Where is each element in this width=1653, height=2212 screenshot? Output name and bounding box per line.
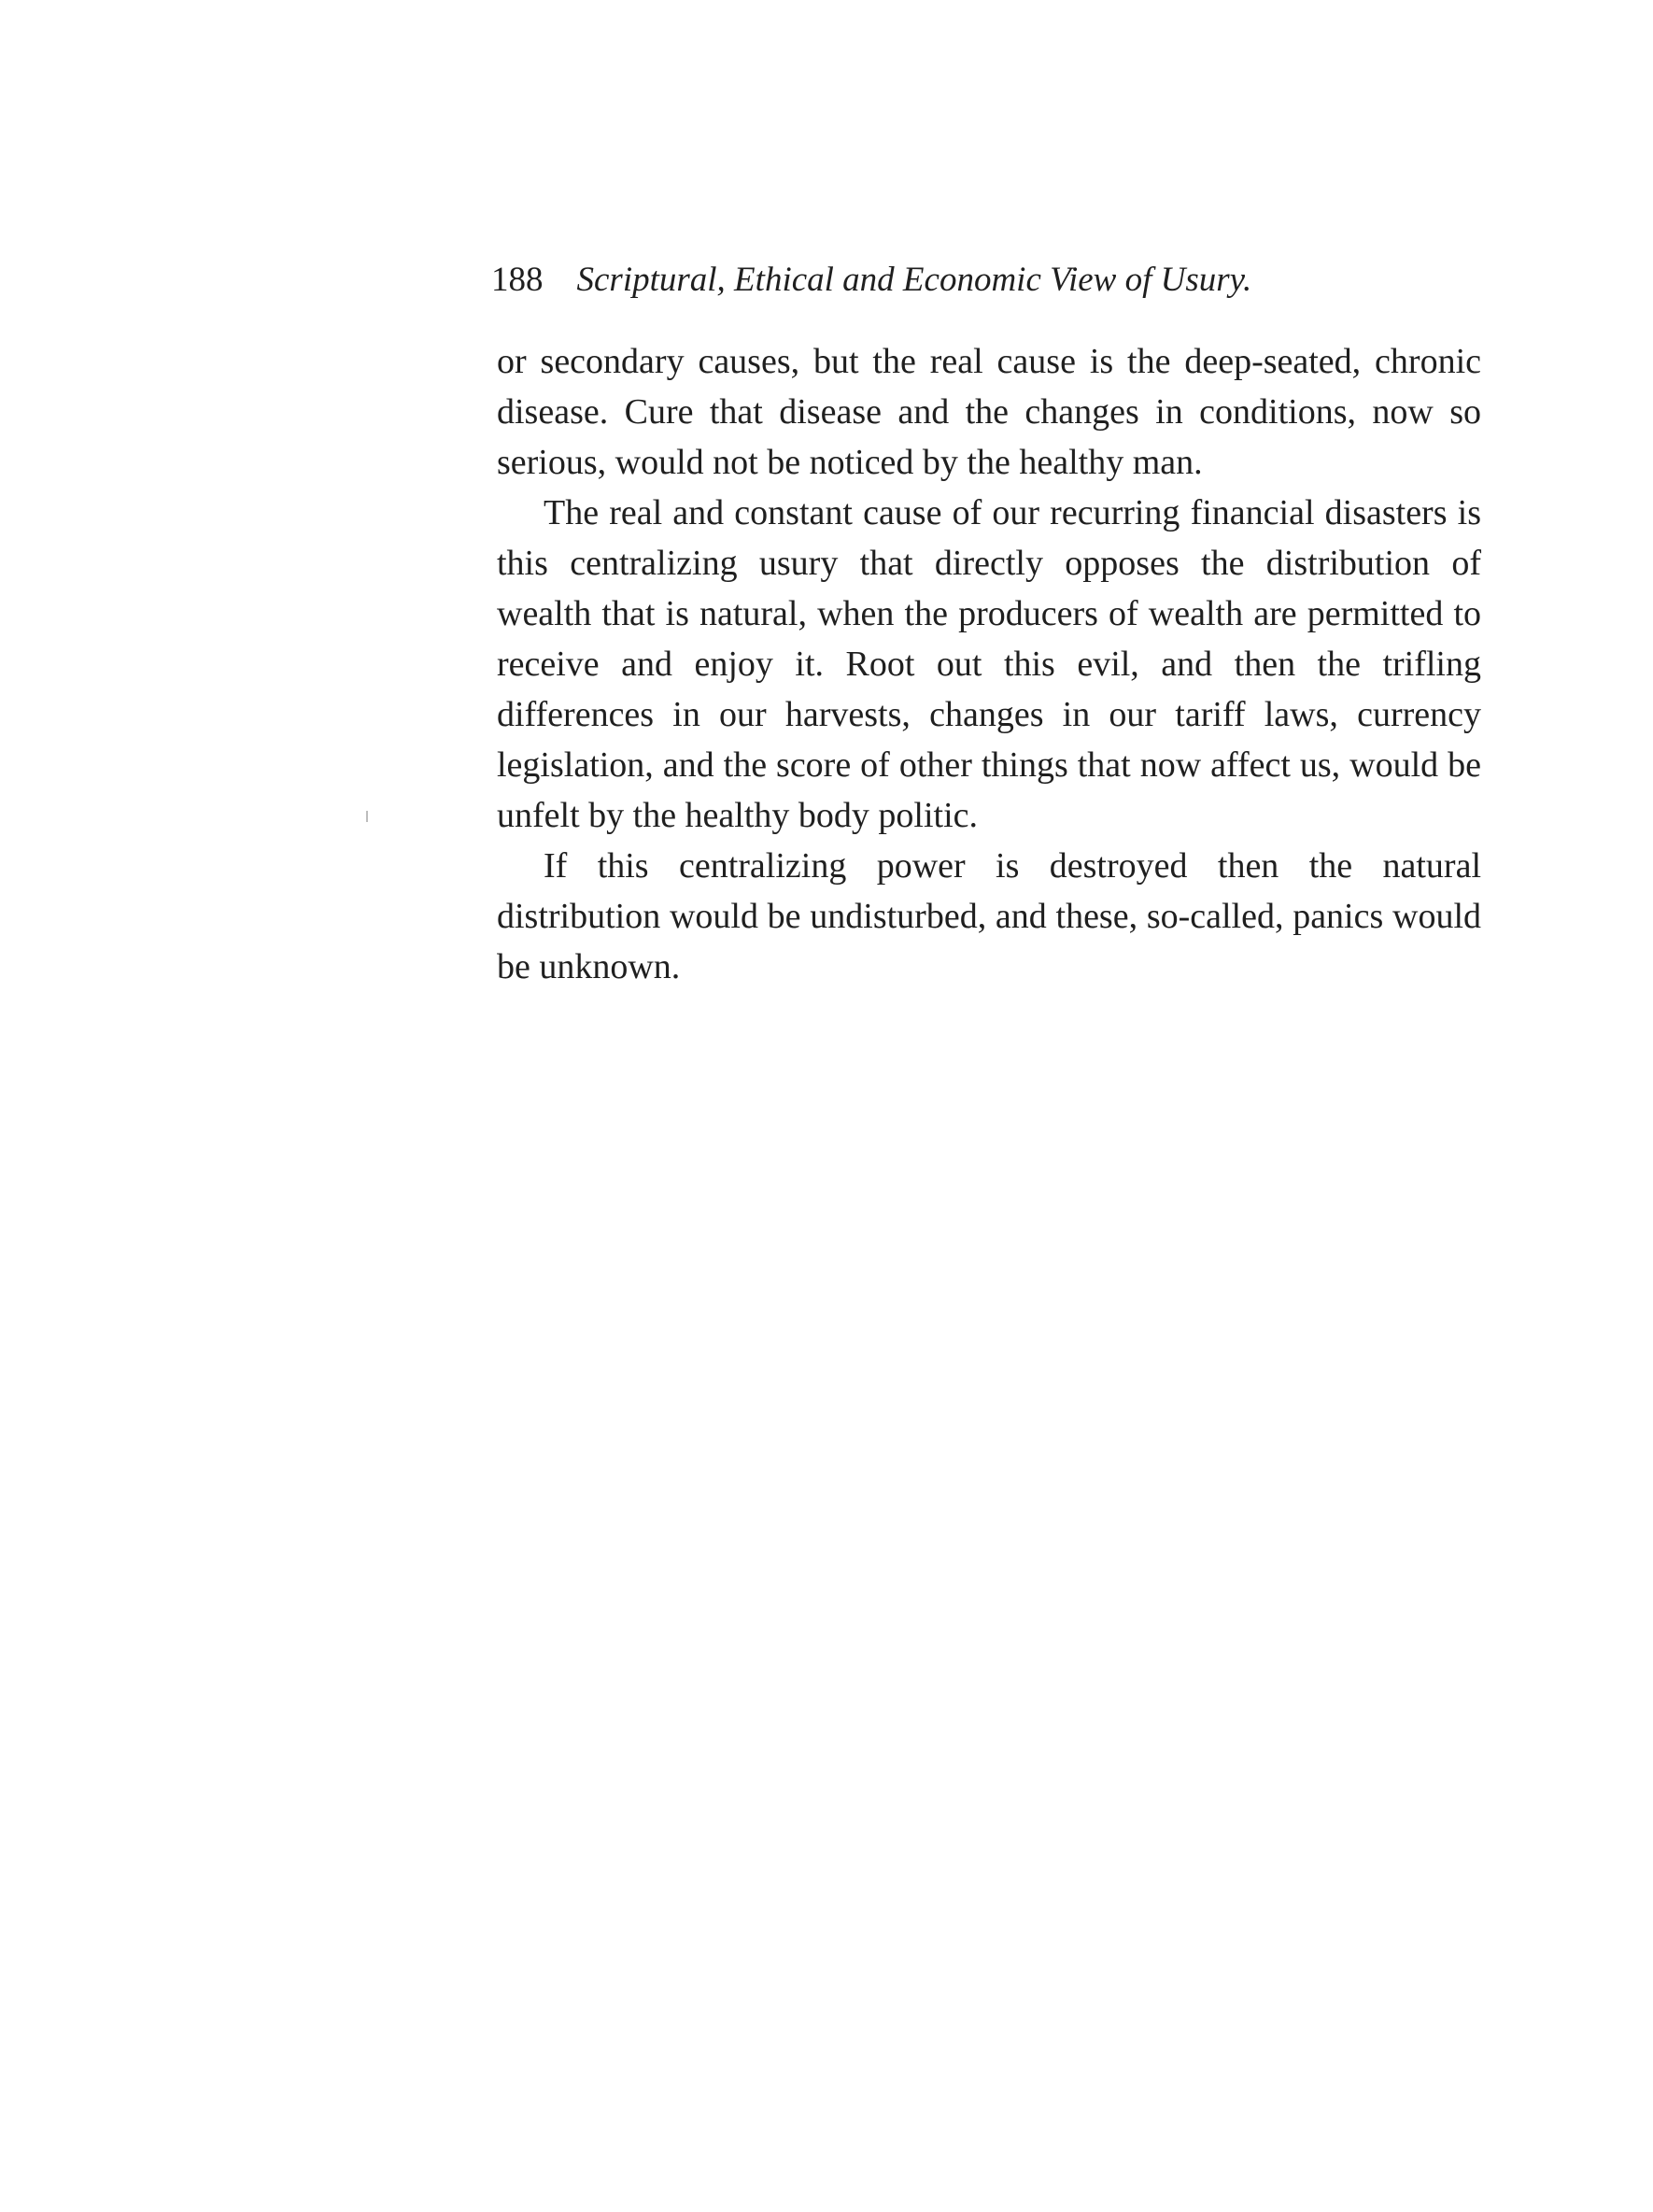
scan-speck [366, 811, 368, 822]
page-number: 188 [491, 261, 544, 299]
body-text [497, 336, 1481, 992]
running-head [491, 252, 1462, 308]
running-title: Scriptural, Ethical and Economic View of Usury. [576, 261, 1252, 299]
paragraph: If this centralizing power is destroyed then the natural distribution would be undisturbed, and these, so-called, panics would be unknown. [497, 846, 1481, 986]
paragraph-continued: or secondary causes, but the real cause is the deep-seated, chronic disease. Cure that disease and the changes in conditions, now so serious, would not be noticed by the healthy man. [497, 342, 1481, 482]
paragraph: The real and constant cause of our recurring financial disasters is this centralizing usury that directly opposes the distribution of wealth that is natural, when the producers of wealth are permitted to receive and enjoy it. Root out this evil, and then the trifling differences in our harvests, changes in our tariff laws, currency legislation, and the score of other things that now affect us, would be unfelt by the healthy body politic. [497, 493, 1481, 835]
